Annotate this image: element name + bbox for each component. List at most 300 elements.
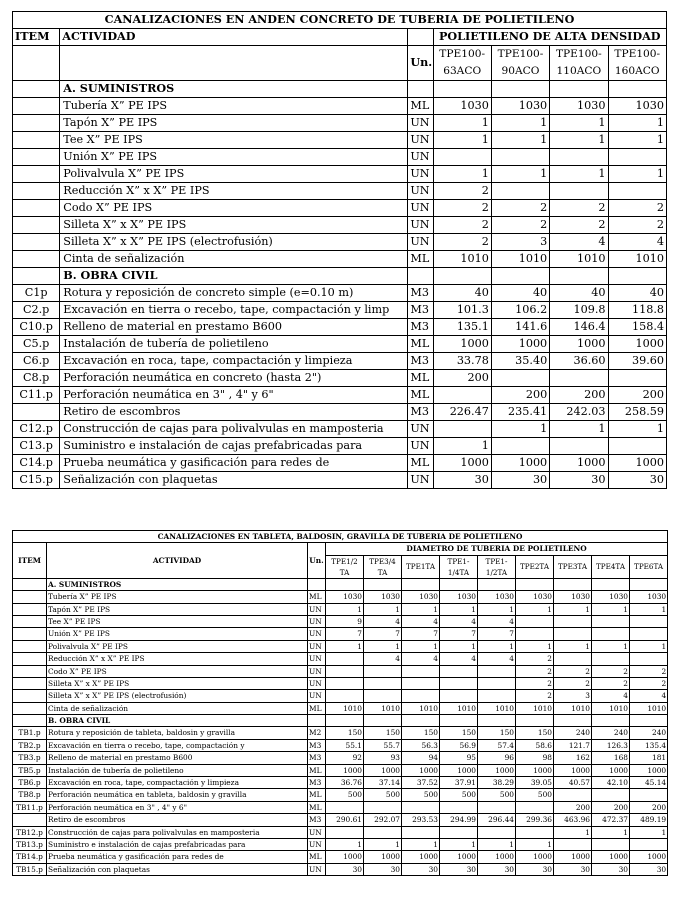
value-cell: 1 xyxy=(440,838,478,850)
value-cell: 1030 xyxy=(440,591,478,603)
activity-cell: Excavación en roca, tape, compactación y limpieza xyxy=(47,777,308,789)
unit-header: Un. xyxy=(408,46,433,81)
value-cell: 30 xyxy=(491,472,549,489)
value-cell: 1 xyxy=(402,838,440,850)
value-cell xyxy=(554,838,592,850)
unit-cell: M3 xyxy=(308,777,326,789)
value-cell: 4 xyxy=(440,615,478,627)
unit-cell: UN xyxy=(408,149,433,166)
column-header: TPE100-90ACO xyxy=(491,46,549,81)
value-cell xyxy=(326,677,364,689)
value-cell: 1 xyxy=(491,166,549,183)
value-cell: 42.10 xyxy=(592,777,630,789)
unit-cell: UN xyxy=(308,838,326,850)
unit-cell: UN xyxy=(308,690,326,702)
value-cell: 2 xyxy=(550,217,608,234)
value-cell: 1010 xyxy=(608,251,666,268)
value-cell: 1000 xyxy=(433,455,491,472)
value-cell xyxy=(433,81,491,98)
value-cell: 1 xyxy=(550,421,608,438)
unit-cell: UN xyxy=(308,826,326,838)
unit-cell: UN xyxy=(308,640,326,652)
value-cell xyxy=(478,665,516,677)
value-cell: 2 xyxy=(592,677,630,689)
value-cell: 1010 xyxy=(550,251,608,268)
value-cell: 1 xyxy=(433,438,491,455)
section-row xyxy=(13,268,667,285)
column-header: TPE3/4 TA xyxy=(364,555,402,578)
item-code xyxy=(13,217,60,234)
table-row xyxy=(13,166,667,183)
unit-cell: UN xyxy=(308,603,326,615)
value-cell xyxy=(402,690,440,702)
value-cell: 30 xyxy=(608,472,666,489)
activity-cell: Polivalvula X” PE IPS xyxy=(47,640,308,652)
activity-cell: Codo X” PE IPS xyxy=(47,665,308,677)
value-cell: 1 xyxy=(630,826,668,838)
table-row xyxy=(13,115,667,132)
item-code xyxy=(13,132,60,149)
unit-cell xyxy=(308,715,326,727)
value-cell: 1 xyxy=(550,166,608,183)
section-title: B. OBRA CIVIL xyxy=(47,715,308,727)
value-cell: 55.1 xyxy=(326,739,364,751)
unit-cell: UN xyxy=(308,615,326,627)
table-row xyxy=(13,132,667,149)
value-cell: 1000 xyxy=(364,764,402,776)
value-cell: 1030 xyxy=(326,591,364,603)
column-header: TPE1/2 TA xyxy=(326,555,364,578)
value-cell: 489.19 xyxy=(630,814,668,826)
value-cell: 7 xyxy=(478,628,516,640)
activity-cell: Cinta de señalización xyxy=(47,702,308,714)
value-cell: 2 xyxy=(550,200,608,217)
activity-cell: Silleta X” x X” PE IPS (electrofusión) xyxy=(60,234,408,251)
value-cell xyxy=(326,801,364,813)
value-cell: 1 xyxy=(402,640,440,652)
value-cell: 1010 xyxy=(433,251,491,268)
activity-cell: Construcción de cajas para polivalvulas en mamposteria xyxy=(60,421,408,438)
value-cell: 4 xyxy=(592,690,630,702)
value-cell: 1 xyxy=(364,640,402,652)
table-row xyxy=(13,217,667,234)
value-cell: 150 xyxy=(516,727,554,739)
value-cell: 2 xyxy=(630,665,668,677)
item-code: C8.p xyxy=(13,370,60,387)
value-cell xyxy=(550,438,608,455)
unit-cell: UN xyxy=(408,438,433,455)
value-cell: 1000 xyxy=(326,851,364,863)
value-cell: 2 xyxy=(592,665,630,677)
column-header: TPE100-63ACO xyxy=(433,46,491,81)
tableta-baldosin-table xyxy=(12,530,668,876)
value-cell xyxy=(440,801,478,813)
value-cell: 35.40 xyxy=(491,353,549,370)
value-cell: 1 xyxy=(608,166,666,183)
value-cell xyxy=(402,715,440,727)
value-cell xyxy=(326,665,364,677)
value-cell: 2 xyxy=(491,200,549,217)
value-cell xyxy=(364,665,402,677)
value-cell: 56.9 xyxy=(440,739,478,751)
value-cell xyxy=(440,665,478,677)
section-row xyxy=(13,715,668,727)
unit-cell: UN xyxy=(308,628,326,640)
value-cell xyxy=(433,268,491,285)
activity-cell: Retiro de escombros xyxy=(60,404,408,421)
table-row xyxy=(13,789,668,801)
value-cell: 39.60 xyxy=(608,353,666,370)
activity-cell: Tapón X” PE IPS xyxy=(60,115,408,132)
unit-cell: ML xyxy=(408,98,433,115)
table-row xyxy=(13,702,668,714)
unit-cell xyxy=(408,268,433,285)
table-row xyxy=(13,319,667,336)
value-cell: 500 xyxy=(326,789,364,801)
value-cell: 2 xyxy=(433,234,491,251)
value-cell: 1030 xyxy=(554,591,592,603)
value-cell: 1030 xyxy=(516,591,554,603)
value-cell xyxy=(550,268,608,285)
value-cell: 30 xyxy=(516,863,554,875)
value-cell: 1030 xyxy=(364,591,402,603)
value-cell: 1010 xyxy=(592,702,630,714)
unit-cell: ML xyxy=(408,251,433,268)
value-cell: 1 xyxy=(516,838,554,850)
value-cell xyxy=(491,370,549,387)
item-header: ITEM xyxy=(13,543,47,578)
value-cell: 1000 xyxy=(550,336,608,353)
table-row xyxy=(13,665,668,677)
value-cell: 30 xyxy=(364,863,402,875)
activity-cell: Retiro de escombros xyxy=(47,814,308,826)
table-row xyxy=(13,727,668,739)
value-cell xyxy=(516,826,554,838)
value-cell: 1030 xyxy=(630,591,668,603)
value-cell: 200 xyxy=(592,801,630,813)
value-cell: 4 xyxy=(440,653,478,665)
value-cell: 1010 xyxy=(554,702,592,714)
value-cell xyxy=(630,653,668,665)
value-cell: 290.61 xyxy=(326,814,364,826)
value-cell xyxy=(608,183,666,200)
value-cell xyxy=(592,838,630,850)
value-cell: 1000 xyxy=(402,764,440,776)
value-cell: 1030 xyxy=(402,591,440,603)
activity-cell: Silleta X” x X” PE IPS xyxy=(60,217,408,234)
column-header: TPE3TA xyxy=(554,555,592,578)
value-cell xyxy=(592,615,630,627)
value-cell: 1 xyxy=(516,603,554,615)
value-cell xyxy=(592,653,630,665)
unit-cell: UN xyxy=(308,677,326,689)
value-cell: 1 xyxy=(433,115,491,132)
table-row xyxy=(13,640,668,652)
value-cell: 1 xyxy=(592,826,630,838)
value-cell: 1000 xyxy=(554,764,592,776)
value-cell: 1 xyxy=(592,603,630,615)
value-cell xyxy=(402,677,440,689)
item-code: C6.p xyxy=(13,353,60,370)
table-row xyxy=(13,438,667,455)
value-cell xyxy=(440,826,478,838)
value-cell: 40 xyxy=(608,285,666,302)
value-cell: 1000 xyxy=(592,764,630,776)
activity-cell: Tubería X” PE IPS xyxy=(47,591,308,603)
unit-cell: UN xyxy=(408,200,433,217)
table-row xyxy=(13,826,668,838)
value-cell: 4 xyxy=(364,615,402,627)
value-cell: 30 xyxy=(440,863,478,875)
value-cell: 500 xyxy=(478,789,516,801)
activity-cell: Señalización con plaquetas xyxy=(47,863,308,875)
value-cell: 30 xyxy=(402,863,440,875)
unit-cell: UN xyxy=(308,653,326,665)
unit-cell: UN xyxy=(308,665,326,677)
value-cell: 1000 xyxy=(630,851,668,863)
value-cell: 1000 xyxy=(550,455,608,472)
value-cell: 4 xyxy=(608,234,666,251)
value-cell xyxy=(440,715,478,727)
value-cell: 1010 xyxy=(364,702,402,714)
value-cell: 463.96 xyxy=(554,814,592,826)
value-cell: 1 xyxy=(516,640,554,652)
value-cell: 2 xyxy=(630,677,668,689)
value-cell: 258.59 xyxy=(608,404,666,421)
activity-cell: Instalación de tubería de polietileno xyxy=(47,764,308,776)
value-cell: 1 xyxy=(433,166,491,183)
value-cell: 1 xyxy=(326,640,364,652)
activity-cell: Prueba neumática y gasificación para redes de xyxy=(60,455,408,472)
value-cell: 2 xyxy=(516,653,554,665)
value-cell xyxy=(326,715,364,727)
item-code xyxy=(13,615,47,627)
activity-cell: Unión X” PE IPS xyxy=(47,628,308,640)
value-cell: 1010 xyxy=(326,702,364,714)
table-row xyxy=(13,98,667,115)
value-cell: 226.47 xyxy=(433,404,491,421)
unit-cell: ML xyxy=(308,801,326,813)
value-cell: 1 xyxy=(478,838,516,850)
column-header: TPE1-1/2TA xyxy=(478,555,516,578)
value-cell xyxy=(478,715,516,727)
value-cell: 240 xyxy=(592,727,630,739)
value-cell: 240 xyxy=(554,727,592,739)
value-cell: 2 xyxy=(608,217,666,234)
item-code: C12.p xyxy=(13,421,60,438)
value-cell: 296.44 xyxy=(478,814,516,826)
table-row xyxy=(13,404,667,421)
value-cell: 294.99 xyxy=(440,814,478,826)
value-cell: 7 xyxy=(402,628,440,640)
value-cell xyxy=(516,801,554,813)
value-cell: 2 xyxy=(608,200,666,217)
value-cell: 1000 xyxy=(478,851,516,863)
value-cell: 40 xyxy=(433,285,491,302)
value-cell: 1000 xyxy=(440,764,478,776)
item-code: C11.p xyxy=(13,387,60,404)
item-code: C5.p xyxy=(13,336,60,353)
value-cell: 1000 xyxy=(491,336,549,353)
activity-cell: Cinta de señalización xyxy=(60,251,408,268)
table-row xyxy=(13,752,668,764)
activity-cell: Perforación neumática en 3" , 4" y 6" xyxy=(47,801,308,813)
item-header: ITEM xyxy=(13,29,60,46)
value-cell: 1 xyxy=(550,115,608,132)
value-cell xyxy=(630,628,668,640)
value-cell xyxy=(491,183,549,200)
item-code xyxy=(13,591,47,603)
item-code: TB13.p xyxy=(13,838,47,850)
activity-cell: Rotura y reposición de tableta, baldosin y gravilla xyxy=(47,727,308,739)
unit-cell: ML xyxy=(308,851,326,863)
value-cell: 1 xyxy=(592,640,630,652)
value-cell: 1 xyxy=(402,603,440,615)
value-cell: 9 xyxy=(326,615,364,627)
unit-cell: M3 xyxy=(308,814,326,826)
value-cell xyxy=(364,690,402,702)
value-cell: 95 xyxy=(440,752,478,764)
table-row xyxy=(13,234,667,251)
activity-cell: Tee X” PE IPS xyxy=(47,615,308,627)
value-cell: 36.76 xyxy=(326,777,364,789)
value-cell: 30 xyxy=(550,472,608,489)
value-cell xyxy=(478,677,516,689)
value-cell: 2 xyxy=(491,217,549,234)
unit-cell: ML xyxy=(408,370,433,387)
value-cell xyxy=(550,149,608,166)
activity-cell: Suministro e instalación de cajas prefabricadas para xyxy=(47,838,308,850)
unit-cell: UN xyxy=(408,115,433,132)
activity-cell: Silleta X” x X” PE IPS (electrofusión) xyxy=(47,690,308,702)
unit-cell: M3 xyxy=(408,353,433,370)
value-cell xyxy=(364,715,402,727)
value-cell: 4 xyxy=(402,615,440,627)
value-cell xyxy=(326,578,364,590)
unit-cell: UN xyxy=(408,166,433,183)
value-cell: 30 xyxy=(326,863,364,875)
value-cell: 200 xyxy=(491,387,549,404)
value-cell xyxy=(630,715,668,727)
activity-cell: Reducción X” x X” PE IPS xyxy=(60,183,408,200)
unit-cell: M3 xyxy=(308,739,326,751)
item-code: TB8.p xyxy=(13,789,47,801)
value-cell: 150 xyxy=(326,727,364,739)
value-cell: 200 xyxy=(550,387,608,404)
value-cell xyxy=(592,715,630,727)
item-code: TB2.p xyxy=(13,739,47,751)
value-cell xyxy=(478,801,516,813)
section-row xyxy=(13,578,668,590)
unit-cell: UN xyxy=(408,217,433,234)
item-code xyxy=(13,603,47,615)
value-cell: 1 xyxy=(608,115,666,132)
value-cell: 2 xyxy=(554,677,592,689)
value-cell: 1010 xyxy=(440,702,478,714)
value-cell xyxy=(478,826,516,838)
value-cell: 1010 xyxy=(516,702,554,714)
value-cell: 36.60 xyxy=(550,353,608,370)
item-code xyxy=(13,578,47,590)
value-cell: 1 xyxy=(491,421,549,438)
value-cell: 1000 xyxy=(608,336,666,353)
value-cell xyxy=(516,578,554,590)
value-cell xyxy=(554,715,592,727)
unit-cell: ML xyxy=(408,336,433,353)
unit-cell: UN xyxy=(408,183,433,200)
item-code: TB1.p xyxy=(13,727,47,739)
unit-cell: M3 xyxy=(308,752,326,764)
value-cell: 1000 xyxy=(364,851,402,863)
table-row xyxy=(13,851,668,863)
value-cell: 56.3 xyxy=(402,739,440,751)
section-title: A. SUMINISTROS xyxy=(47,578,308,590)
value-cell: 1 xyxy=(608,132,666,149)
value-cell: 4 xyxy=(550,234,608,251)
activity-header: ACTIVIDAD xyxy=(47,543,308,578)
item-code: C10.p xyxy=(13,319,60,336)
value-cell: 2 xyxy=(516,690,554,702)
item-code xyxy=(13,653,47,665)
activity-cell: Unión X” PE IPS xyxy=(60,149,408,166)
value-cell: 150 xyxy=(364,727,402,739)
value-cell: 7 xyxy=(326,628,364,640)
item-code: TB12.p xyxy=(13,826,47,838)
value-cell: 181 xyxy=(630,752,668,764)
value-cell: 4 xyxy=(630,690,668,702)
item-code: C2.p xyxy=(13,302,60,319)
table-row xyxy=(13,764,668,776)
value-cell: 37.52 xyxy=(402,777,440,789)
value-cell: 162 xyxy=(554,752,592,764)
item-code: C15.p xyxy=(13,472,60,489)
unit-cell: ML xyxy=(308,702,326,714)
value-cell: 1 xyxy=(630,603,668,615)
activity-cell: Excavación en tierra o recebo, tape, compactación y limp xyxy=(60,302,408,319)
table-row xyxy=(13,777,668,789)
item-code: C13.p xyxy=(13,438,60,455)
value-cell: 2 xyxy=(516,677,554,689)
value-cell: 1 xyxy=(364,603,402,615)
value-cell xyxy=(491,81,549,98)
table-row xyxy=(13,149,667,166)
activity-cell: Excavación en tierra o recebo, tape, compactación y xyxy=(47,739,308,751)
value-cell: 3 xyxy=(554,690,592,702)
value-cell: 2 xyxy=(554,665,592,677)
activity-cell: Perforación neumática en 3" , 4" y 6" xyxy=(60,387,408,404)
activity-cell: Señalización con plaquetas xyxy=(60,472,408,489)
value-cell: 1000 xyxy=(433,336,491,353)
activity-cell: Rotura y reposición de concreto simple (e=0.10 m) xyxy=(60,285,408,302)
value-cell: 7 xyxy=(364,628,402,640)
value-cell: 55.7 xyxy=(364,739,402,751)
table-row xyxy=(13,387,667,404)
value-cell xyxy=(550,370,608,387)
value-cell xyxy=(516,715,554,727)
table-row xyxy=(13,653,668,665)
value-cell: 500 xyxy=(402,789,440,801)
item-code xyxy=(13,149,60,166)
item-code xyxy=(13,166,60,183)
value-cell: 500 xyxy=(364,789,402,801)
value-cell: 40 xyxy=(550,285,608,302)
value-cell: 37.14 xyxy=(364,777,402,789)
value-cell: 2 xyxy=(433,183,491,200)
value-cell: 33.78 xyxy=(433,353,491,370)
value-cell: 121.7 xyxy=(554,739,592,751)
anden-concreto-table xyxy=(12,11,667,489)
value-cell: 1000 xyxy=(516,851,554,863)
